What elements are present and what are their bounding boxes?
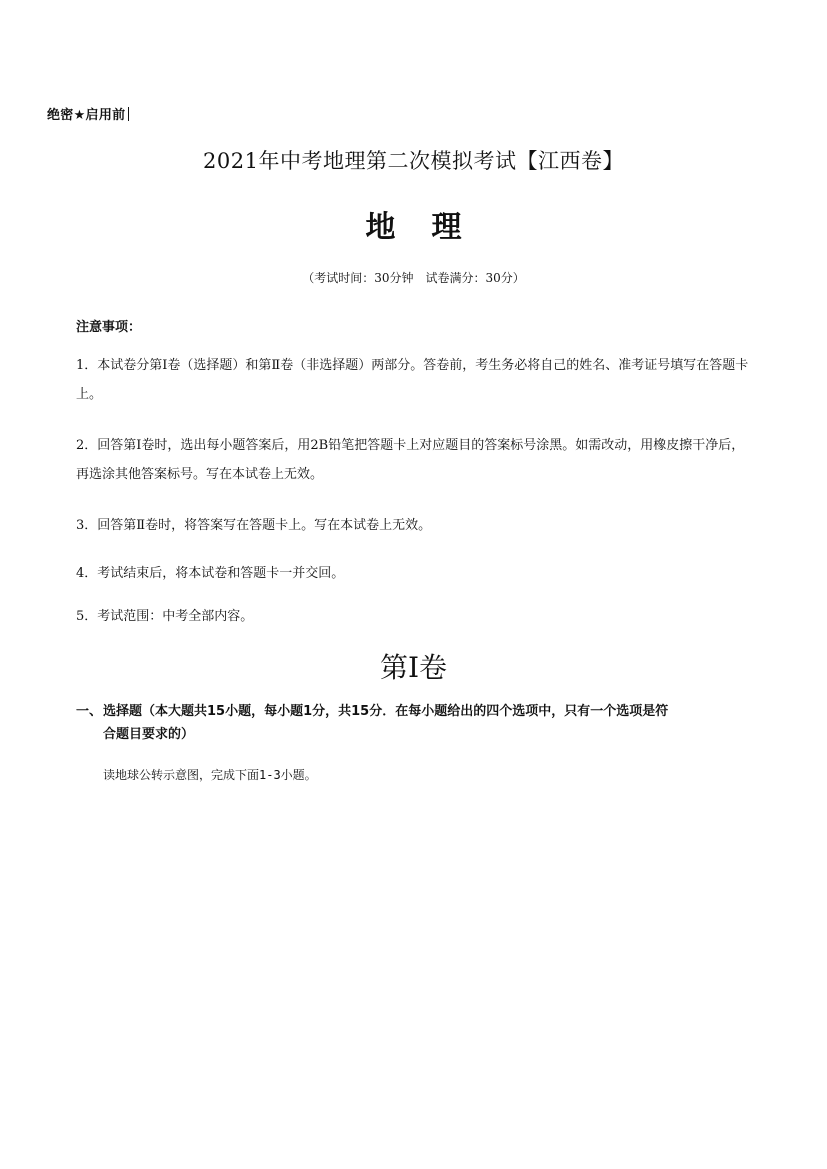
reading-instruction: 读地球公转示意图，完成下面1-3小题。	[103, 768, 317, 782]
notice-item-1: 1．本试卷分第Ⅰ卷（选择题）和第Ⅱ卷（非选择题）两部分。答卷前，考生务必将自己的姓名、准考证号填写在答题卡上。	[76, 358, 749, 402]
question-section-text-2: 合题目要求的）	[103, 727, 195, 742]
notice-item-2: 2．回答第Ⅰ卷时，选出每小题答案后，用2B铅笔把答题卡上对应题目的答案标号涂黑。如需改动，用橡皮擦干净后，再选涂其他答案标号。写在本试卷上无效。	[76, 438, 745, 482]
confidential-mark: 绝密★启用前	[47, 104, 129, 123]
question-section-text-1: 选择题（本大题共15小题，每小题1分，共15分．在每小题给出的四个选项中，只有一个选项是符	[103, 704, 669, 719]
text-cursor	[128, 107, 129, 121]
notice-item-5: 5．考试范围：中考全部内容。	[76, 609, 254, 624]
subject-heading: 地理	[365, 210, 498, 245]
section-title: 第Ⅰ卷	[379, 651, 448, 684]
question-section-label: 一、	[76, 704, 103, 719]
exam-info: （考试时间：30分钟 试卷满分：30分）	[302, 271, 525, 285]
question-section-heading	[76, 700, 766, 746]
exam-title: 2021年中考地理第二次模拟考试【江西卷】	[203, 149, 624, 173]
notice-heading: 注意事项：	[76, 320, 142, 335]
notice-item-3: 3．回答第Ⅱ卷时，将答案写在答题卡上。写在本试卷上无效。	[76, 518, 432, 533]
notice-item-4: 4．考试结束后，将本试卷和答题卡一并交回。	[76, 566, 345, 581]
